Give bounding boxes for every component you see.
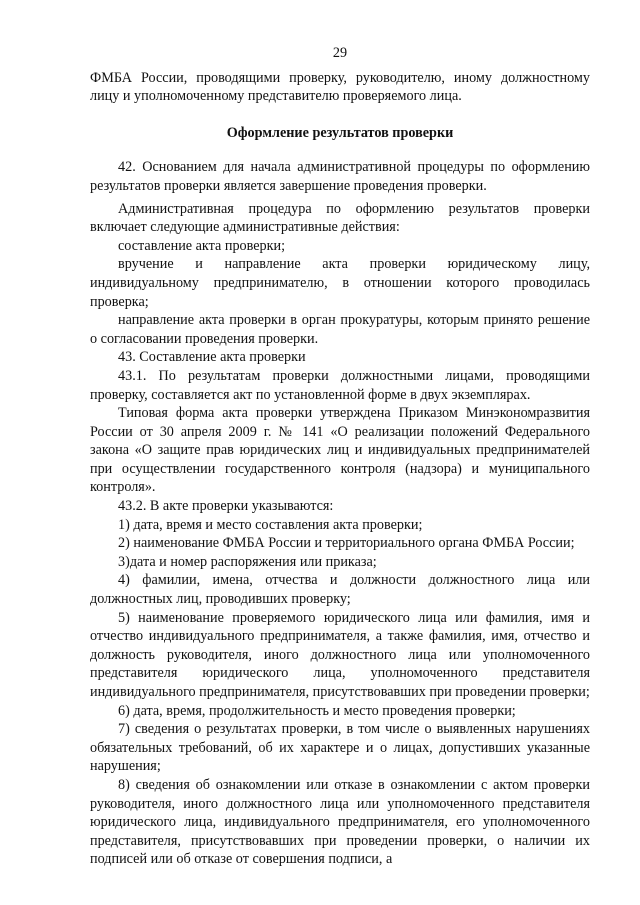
paragraph: направление акта проверки в орган прокуратуры, которым принято решение о согласовании проведения проверки. [90,312,590,347]
list-item: 7) сведения о результатах проверки, в том числе о выявленных нарушениях обязательных требований, об их характере и о лицах, допустивших указанные нарушения; [90,721,590,775]
list-item: 3)дата и номер распоряжения или приказа; [118,553,377,570]
list-item: 1) дата, время и место составления акта проверки; [118,516,423,533]
list-item: 2) наименование ФМБА России и территориального органа ФМБА России; [118,535,575,552]
paragraph: 43.1. По результатам проверки должностными лицами, проводящими проверку, составляется акт по установленной форме в двух экземплярах. [90,367,590,403]
list-item: 5) наименование проверяемого юридического лица или фамилия, имя и отчество индивидуального предпринимателя, а также фамилия, имя, отчество и должность руководителя, иного должностного лица или уполномоченного представителя юридического лица, уполномоченного представителя индивидуального предпринимателя, присутствовавших при проведении проверки; [90,609,590,700]
list-item: 8) сведения об ознакомлении или отказе в ознакомлении с актом проверки руководителя, иного должностного лица или уполномоченного представителя юридического лица, индивидуального предпринимателя, его уполномоченного представителя, присутствовавших при проведении проверки, о наличии их подписей или об отказе от совершения подписи, а [90,776,590,868]
paragraph: составление акта проверки; [118,237,286,254]
paragraph: вручение и направление акта проверки юридическому лицу, индивидуальному предпринимателю, в отношении которого проводилась проверка; [90,256,590,310]
paragraph: 43. Составление акта проверки [118,349,306,366]
paragraph: Типовая форма акта проверки утверждена Приказом Минэкономразвития России от 30 апреля 2009 г. № 141 «О реализации положений Федерального закона «О защите прав юридических лиц и индивидуальных предпринимателей при осуществлении государственного контроля (надзора) и муниципального контроля». [90,405,590,496]
paragraph: 42. Основанием для начала административной процедуры по оформлению результатов проверки является завершение проведения проверки. [90,159,590,194]
list-item: 6) дата, время, продолжительность и место проведения проверки; [118,702,516,719]
intro-paragraph: ФМБА России, проводящими проверку, руководителю, иному должностному лицу и уполномоченному представителю проверяемого лица. [90,69,590,105]
paragraph: Административная процедура по оформлению результатов проверки включает следующие административные действия: [90,200,590,236]
section-heading: Оформление результатов проверки [226,124,454,141]
page-number: 29 [332,45,348,61]
paragraph: 43.2. В акте проверки указываются: [118,498,334,515]
list-item: 4) фамилии, имена, отчества и должности должностного лица или должностных лиц, проводивших проверку; [90,572,590,608]
